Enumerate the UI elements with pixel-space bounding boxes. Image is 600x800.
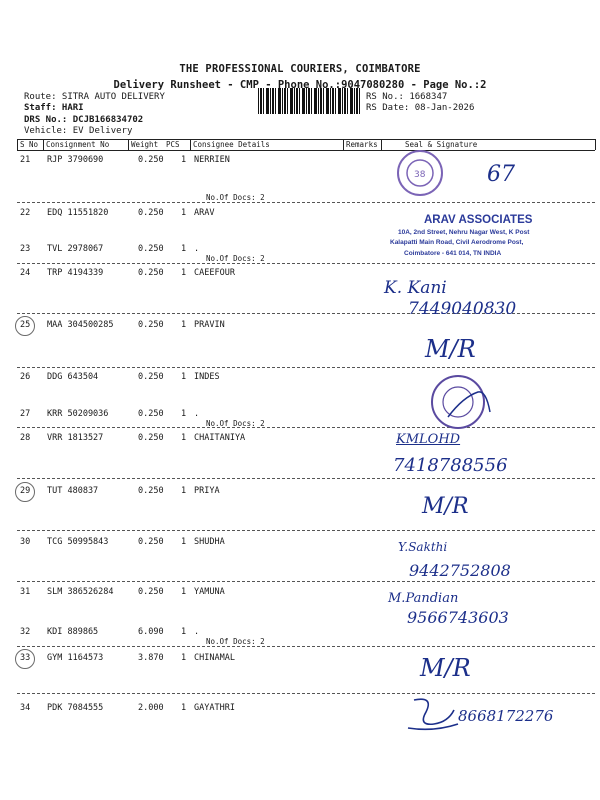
col-seal-signature: Seal & Signature	[405, 140, 478, 149]
rs-date: RS Date: 08-Jan-2026	[366, 103, 475, 113]
col-pcs: PCS	[166, 140, 180, 149]
signature-30-phone: 9442752808	[409, 561, 511, 580]
drs-label: DRS No.: DCJB166834702	[24, 115, 144, 125]
runsheet-page: THE PROFESSIONAL COURIERS, COIMBATORE Delivery Runsheet - CMP - Phone No.:9047080280 - Page No.:2 Route: SITRA AUTO DELIVERY Staff: HARI DRS No.: DCJB166834702 Vehicle: EV Delivery RS No.: 1668347 RS Date: 08-Jan-2026 S No Consignment No Weight PCS Consignee Details Remarks Seal & Signature 21 RJP 3790690 0.250 1 NERRIEN No.Of Docs: 2 22 EDQ 11551820 0.250 1 ARAV 23 TVL 2978067 0.250 1 . No.Of Docs: 2 24 TRP 4194339 0.250 1 CAEEFOUR 25 MAA 304500285 0.250 1 PRAVIN 26 DDG 643504 0.250 1 INDES 27 KRR 50209036 0.250 1 . No.Of Docs: 2 28 VRR 1813527 0.250 1 CHAITANIYA 29 TUT 480837 0.250 1 PRIYA 30 TCG 50995843 0.250 1 SHUDHA 31 SLM 386526284 0.250 1 YAMUNA 32 KDI 889865 6.090 1 . No.Of Docs: 2 33 GYM 1164573 3.870 1 CHINAMAL 34 PDK 7084555 2.000 1 GAYATHRI 38 67 ARAV ASSOCIATES 10A, 2nd Street, Nehru Nagar West, K Post Kalapatti Main Road, Civil Aerodrome Post, Coimbatore - 641 014, TN INDIA K. Kani 7449040830 M/R KMLOHD 7418788556 M/R Y.Sakthi 9442752808 M.Pandian 9566743603 M/R 8668172276	[0, 0, 600, 800]
col-sno: S No	[20, 140, 39, 149]
staff-label: Staff: HARI	[24, 103, 84, 113]
col-weight: Weight	[131, 140, 159, 149]
rs-number: RS No.: 1668347	[366, 92, 448, 102]
col-consignee: Consignee Details	[193, 140, 270, 149]
signature-34-phone: 8668172276	[458, 707, 554, 725]
page-title: THE PROFESSIONAL COURIERS, COIMBATORE	[179, 63, 421, 75]
signature-31-phone: 9566743603	[407, 608, 509, 627]
signature-24-name: K. Kani	[384, 278, 447, 298]
col-consignment: Consignment No	[46, 140, 110, 149]
svg-text:38: 38	[414, 170, 426, 180]
signature-21: 67	[487, 162, 515, 187]
signature-24-phone: 7449040830	[408, 299, 517, 319]
mr-mark-29: M/R	[422, 494, 469, 519]
signature-31-name: M.Pandian	[388, 591, 459, 606]
signature-28-phone: 7418788556	[393, 455, 508, 476]
barcode	[258, 88, 362, 114]
page-subtitle: Delivery Runsheet - CMP - Phone No.:9047080280 - Page No.:2	[113, 79, 487, 91]
signature-30-name: Y.Sakthi	[398, 540, 448, 554]
mr-mark-25: M/R	[425, 335, 476, 363]
signature-28-name: KMLOHD	[396, 432, 461, 447]
round-seal-icon	[428, 372, 496, 432]
round-seal-icon	[395, 148, 445, 198]
col-remarks: Remarks	[346, 140, 378, 149]
signature-scribble	[404, 694, 460, 734]
route-label: Route: SITRA AUTO DELIVERY	[24, 92, 165, 102]
vehicle-label: Vehicle: EV Delivery	[24, 126, 133, 136]
mr-mark-33: M/R	[420, 654, 471, 682]
